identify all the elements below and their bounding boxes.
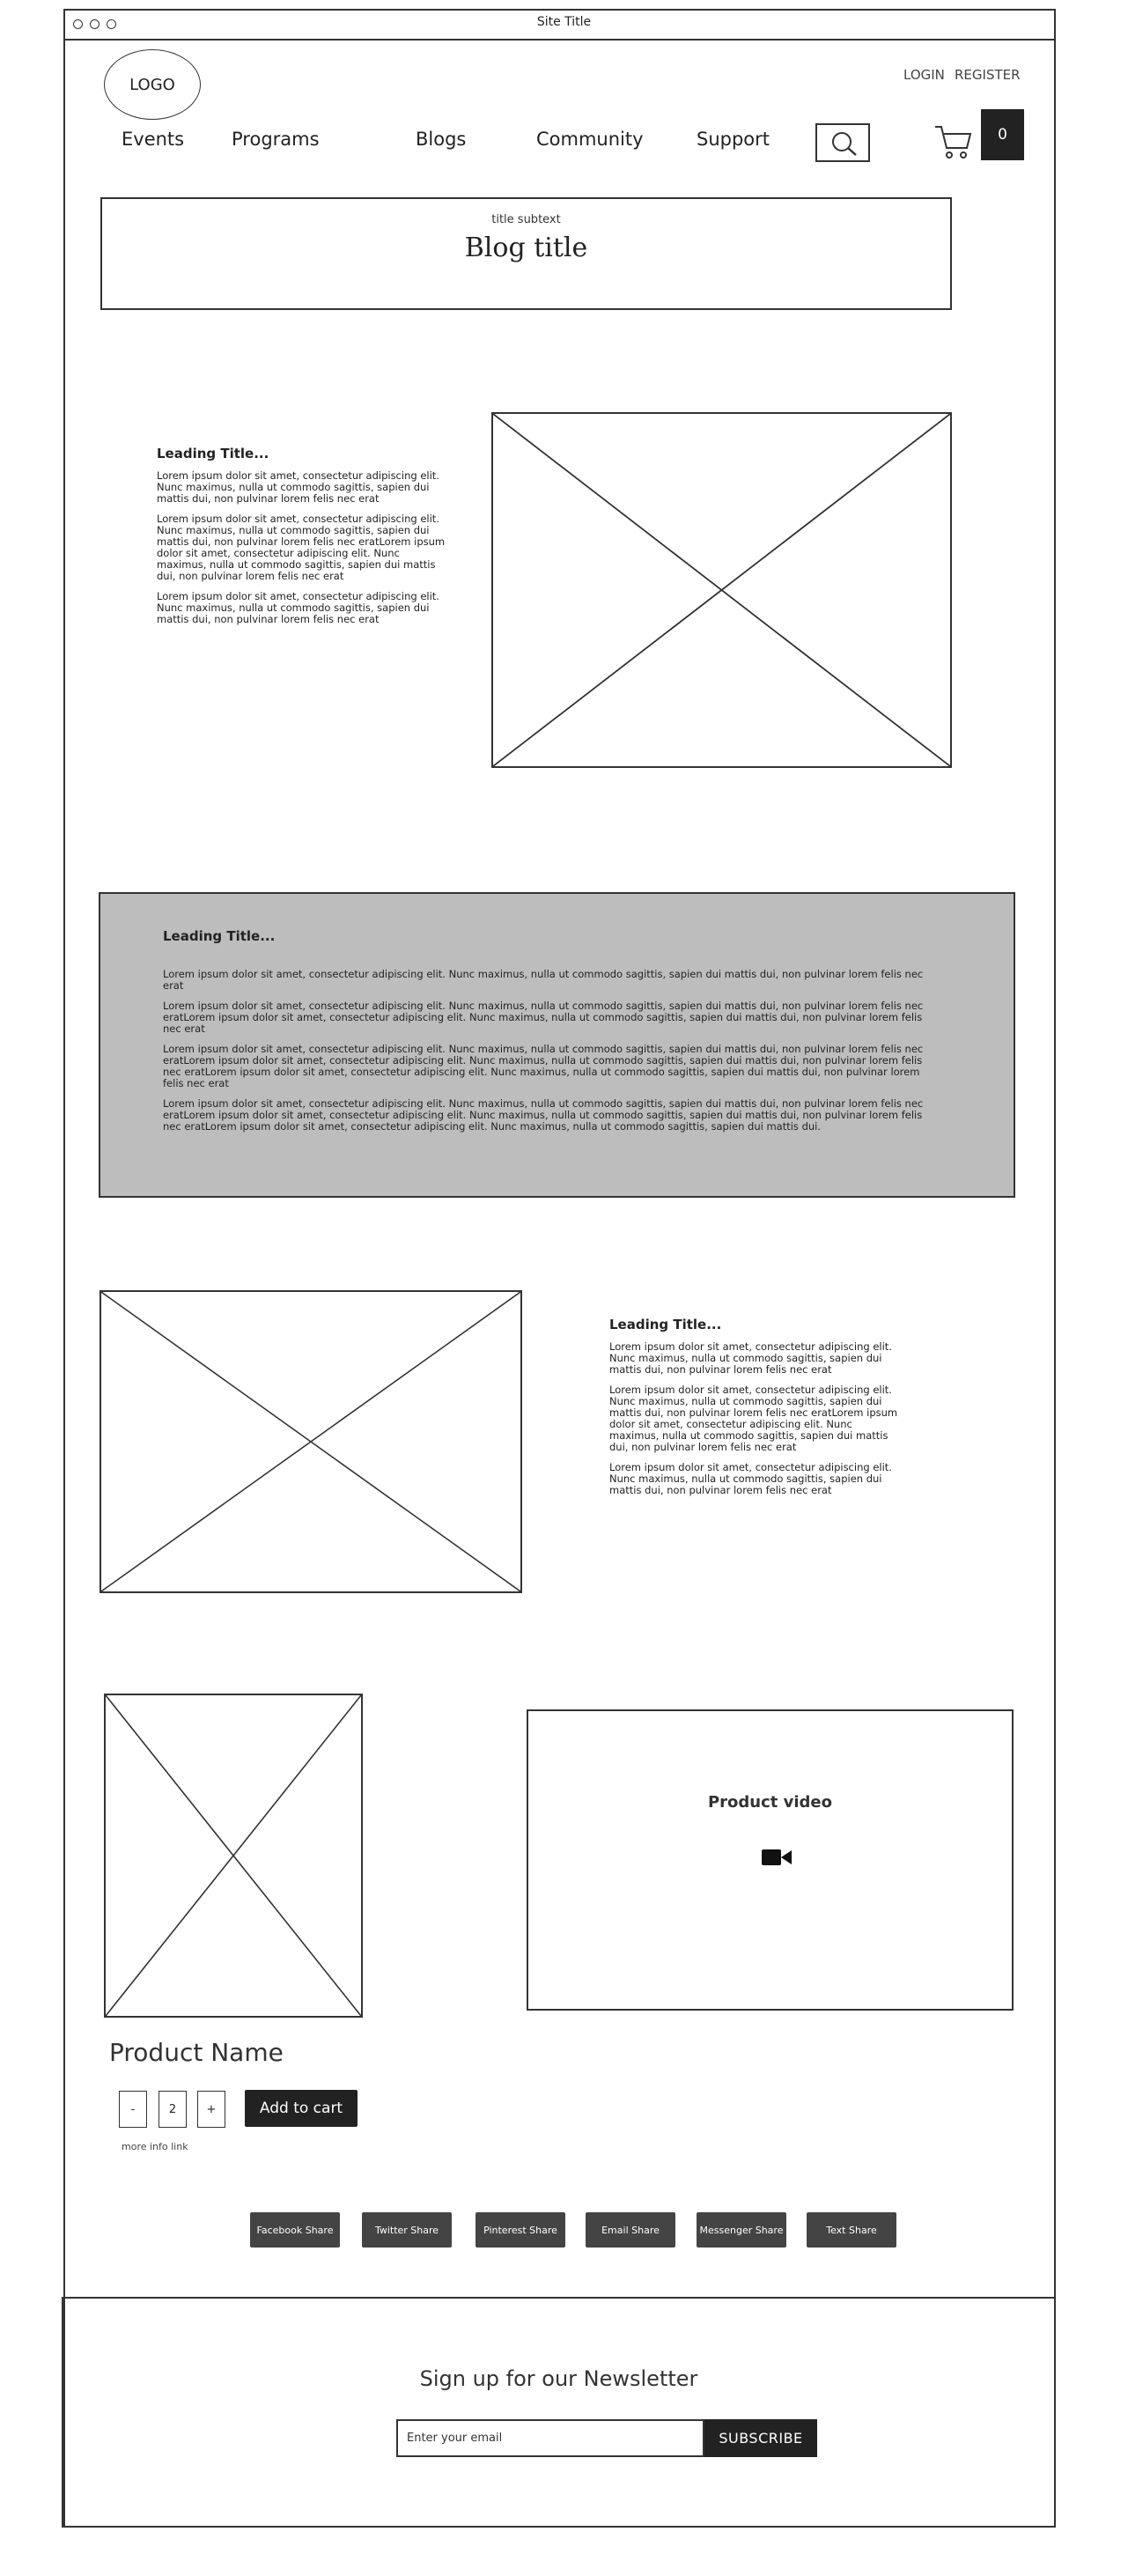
section2-paragraph: Lorem ipsum dolor sit amet, consectetur adipiscing elit. Nunc maximus, nulla ut commodo sagittis, sapien dui mattis dui, non pulvinar lorem felis nec eratLorem ipsum dolor sit amet, consectetur adipiscing elit. Nunc maximus, nulla ut commodo sagittis, sapien dui mattis dui, non pulvinar lorem felis nec erat xyxy=(163,1000,924,1035)
search-button[interactable] xyxy=(815,123,870,162)
facebook-share-button[interactable]: Facebook Share xyxy=(250,2212,340,2248)
subscribe-button[interactable]: SUBSCRIBE xyxy=(704,2419,817,2457)
product-video-label: Product video xyxy=(707,1793,833,1812)
product-name: Product Name xyxy=(109,2038,284,2067)
section3-title: Leading Title... xyxy=(609,1317,722,1332)
cart-icon[interactable] xyxy=(933,122,974,162)
section1-paragraph: Lorem ipsum dolor sit amet, consectetur adipiscing elit. Nunc maximus, nulla ut commodo sagittis, sapien dui mattis dui, non pulvinar lorem felis nec erat xyxy=(157,590,439,625)
section3-paragraph: Lorem ipsum dolor sit amet, consectetur adipiscing elit. Nunc maximus, nulla ut commodo sagittis, sapien dui mattis dui, non pulvinar lorem felis nec erat xyxy=(609,1461,892,1496)
section2-paragraph: Lorem ipsum dolor sit amet, consectetur adipiscing elit. Nunc maximus, nulla ut commodo sagittis, sapien dui mattis dui, non pulvinar lorem felis nec eratLorem ipsum dolor sit amet, consectetur adipiscing elit. Nunc maximus, nulla ut commodo sagittis, sapien dui mattis dui, non pulvinar lorem felis nec eratLorem ipsum dolor sit amet, consectetur adipiscing elit. Nunc maximus, nulla ut commodo sagittis, sapien dui mattis dui. xyxy=(163,1097,924,1133)
section3-paragraph: Lorem ipsum dolor sit amet, consectetur adipiscing elit. Nunc maximus, nulla ut commodo sagittis, sapien dui mattis dui, non pulvinar lorem felis nec erat xyxy=(609,1340,892,1376)
nav-item-events[interactable]: Events xyxy=(122,129,185,150)
section1-paragraph: Lorem ipsum dolor sit amet, consectetur adipiscing elit. Nunc maximus, nulla ut commodo sagittis, sapien dui mattis dui, non pulvinar lorem felis nec eratLorem ipsum dolor sit amet, consectetur adipiscing elit. Nunc maximus, nulla ut commodo sagittis, sapien dui mattis dui, non pulvinar lorem felis nec erat xyxy=(157,513,446,582)
qty-value[interactable]: 2 xyxy=(159,2091,187,2128)
nav-item-community[interactable]: Community xyxy=(536,129,644,150)
section3-text xyxy=(609,1317,902,1505)
add-to-cart-button[interactable]: Add to cart xyxy=(245,2090,358,2127)
section2-text xyxy=(163,928,929,1141)
video-camera-icon[interactable] xyxy=(762,1847,792,1868)
product-image-placeholder[interactable] xyxy=(104,1694,363,2018)
newsletter-title: Sign up for our Newsletter xyxy=(419,2366,698,2391)
section3-paragraph: Lorem ipsum dolor sit amet, consectetur adipiscing elit. Nunc maximus, nulla ut commodo sagittis, sapien dui mattis dui, non pulvinar lorem felis nec eratLorem ipsum dolor sit amet, consectetur adipiscing elit. Nunc maximus, nulla ut commodo sagittis, sapien dui mattis dui, non pulvinar lorem felis nec erat xyxy=(609,1384,898,1453)
login-link[interactable]: LOGIN xyxy=(903,67,945,83)
more-info-link[interactable]: more info link xyxy=(122,2141,188,2152)
logo[interactable]: LOGO xyxy=(104,49,201,120)
qty-increment-button[interactable]: + xyxy=(197,2091,225,2128)
section2-paragraph: Lorem ipsum dolor sit amet, consectetur adipiscing elit. Nunc maximus, nulla ut commodo sagittis, sapien dui mattis dui, non pulvinar lorem felis nec eratLorem ipsum dolor sit amet, consectetur adipiscing elit. Nunc maximus, nulla ut commodo sagittis, sapien dui mattis dui, non pulvinar lorem felis nec eratLorem ipsum dolor sit amet, consectetur adipiscing elit. Nunc maximus, nulla ut commodo sagittis, sapien dui mattis dui, non pulvinar lorem felis nec erat xyxy=(163,1043,924,1089)
cart-count-badge[interactable]: 0 xyxy=(981,109,1024,160)
section2-paragraph: Lorem ipsum dolor sit amet, consectetur adipiscing elit. Nunc maximus, nulla ut commodo sagittis, sapien dui mattis dui, non pulvinar lorem felis nec erat xyxy=(163,968,924,992)
image-placeholder xyxy=(100,1290,522,1593)
hero-title: Blog title xyxy=(464,233,588,263)
section2-title: Leading Title... xyxy=(163,928,276,944)
nav-item-programs[interactable]: Programs xyxy=(232,129,320,150)
search-icon xyxy=(817,125,868,160)
twitter-share-button[interactable]: Twitter Share xyxy=(362,2212,452,2248)
hero-subtext: title subtext xyxy=(491,213,561,226)
email-share-button[interactable]: Email Share xyxy=(586,2212,675,2248)
text-share-button[interactable]: Text Share xyxy=(807,2212,896,2248)
register-link[interactable]: REGISTER xyxy=(955,67,1021,83)
email-input[interactable]: Enter your email xyxy=(396,2419,704,2457)
section1-text xyxy=(157,446,447,634)
newsletter-footer xyxy=(62,2297,1056,2528)
nav-item-support[interactable]: Support xyxy=(697,129,770,150)
image-placeholder xyxy=(491,412,952,768)
messenger-share-button[interactable]: Messenger Share xyxy=(697,2212,786,2248)
browser-frame xyxy=(63,9,1056,2528)
section1-paragraph: Lorem ipsum dolor sit amet, consectetur adipiscing elit. Nunc maximus, nulla ut commodo sagittis, sapien dui mattis dui, non pulvinar lorem felis nec erat xyxy=(157,469,439,505)
qty-decrement-button[interactable]: - xyxy=(119,2091,147,2128)
pinterest-share-button[interactable]: Pinterest Share xyxy=(476,2212,565,2248)
section1-title: Leading Title... xyxy=(157,446,269,461)
nav-item-blogs[interactable]: Blogs xyxy=(416,129,467,150)
site-title: Site Title xyxy=(536,15,592,29)
